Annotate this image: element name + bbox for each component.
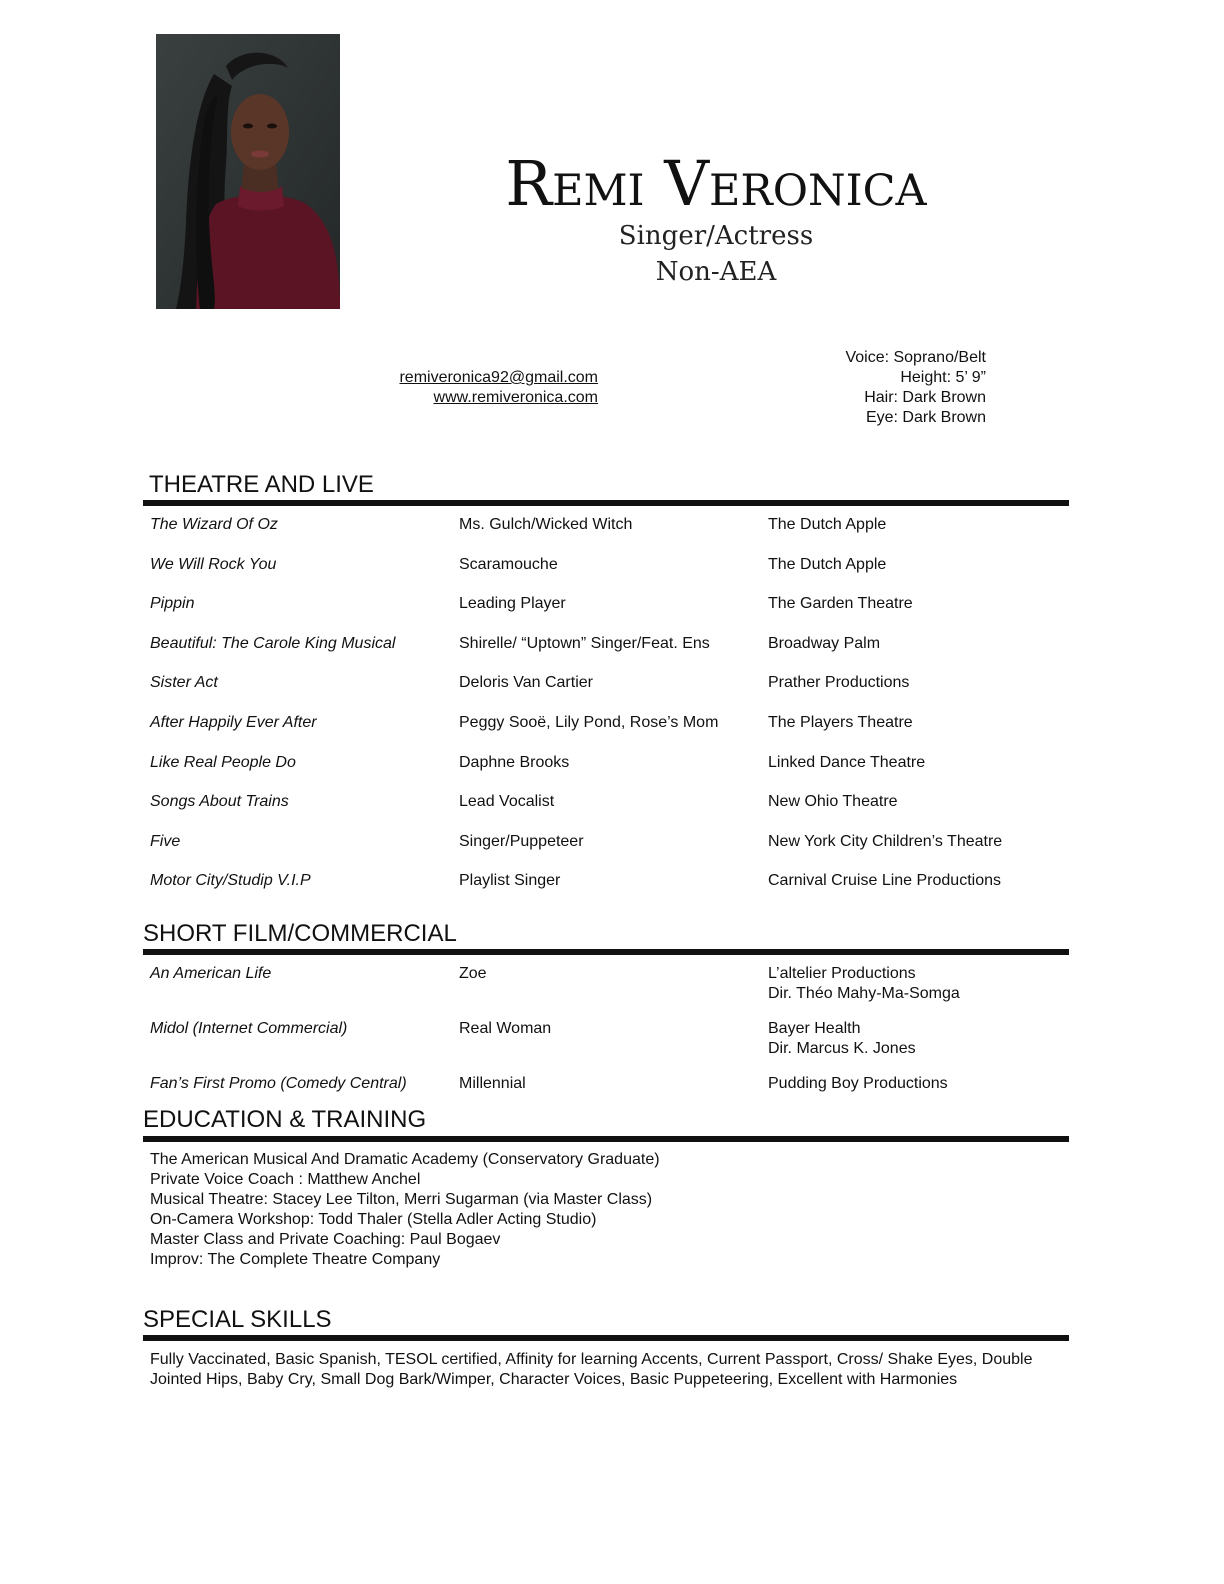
education-item: The American Musical And Dramatic Academy (Conservatory Graduate) — [150, 1151, 660, 1168]
venue-line: The Dutch Apple — [768, 556, 887, 573]
credit-role: Millennial — [459, 1075, 526, 1092]
section-divider — [143, 1136, 1069, 1142]
credit-show: After Happily Ever After — [150, 714, 317, 731]
union-status: Non-AEA — [655, 257, 777, 287]
venue-line: The Dutch Apple — [768, 516, 887, 533]
credit-role: Shirelle/ “Uptown” Singer/Feat. Ens — [459, 635, 710, 652]
headshot-photo — [156, 34, 340, 309]
credit-venue — [768, 871, 1058, 891]
contact-block — [300, 368, 598, 408]
physical-stats — [760, 348, 986, 428]
credit-venue — [768, 753, 1058, 773]
section-heading-education: EDUCATION & TRAINING — [143, 1106, 427, 1133]
credit-role: Playlist Singer — [459, 872, 561, 889]
email-link[interactable]: remiveronica92@gmail.com — [399, 369, 598, 386]
credit-show: Motor City/Studip V.I.P — [150, 872, 311, 889]
performer-title: Singer/Actress — [618, 221, 814, 251]
director-line: Dir. Théo Mahy-Ma-Somga — [768, 985, 960, 1002]
credit-venue — [768, 1019, 1058, 1059]
skills-text — [150, 1350, 1050, 1390]
performer-name: Remi Veronica — [505, 147, 927, 220]
venue-line: L’altelier Productions — [768, 965, 916, 982]
section-divider — [143, 500, 1069, 506]
credit-show: Midol (Internet Commercial) — [150, 1020, 348, 1037]
education-item: Improv: The Complete Theatre Company — [150, 1251, 441, 1268]
credit-venue — [768, 555, 1058, 575]
director-line: Dir. Marcus K. Jones — [768, 1040, 916, 1057]
credit-venue — [768, 832, 1058, 852]
education-item: Master Class and Private Coaching: Paul Bogaev — [150, 1231, 501, 1248]
venue-line: Linked Dance Theatre — [768, 754, 926, 771]
credit-role: Singer/Puppeteer — [459, 833, 584, 850]
skills-line: Fully Vaccinated, Basic Spanish, TESOL certified, Affinity for learning Accents, Current Passport, Cross/ Shake Eyes, Double — [150, 1351, 1033, 1368]
credit-show: Fan’s First Promo (Comedy Central) — [150, 1075, 407, 1092]
section-heading-theatre: THEATRE AND LIVE — [149, 471, 374, 498]
credit-venue — [768, 515, 1058, 535]
credit-show: Beautiful: The Carole King Musical — [150, 635, 396, 652]
credit-venue — [768, 594, 1058, 614]
credit-role: Zoe — [459, 965, 487, 982]
venue-line: Bayer Health — [768, 1020, 861, 1037]
credit-show: Sister Act — [150, 674, 218, 691]
credit-venue — [768, 634, 1058, 654]
section-heading-skills: SPECIAL SKILLS — [143, 1306, 332, 1333]
credit-role: Scaramouche — [459, 556, 558, 573]
credit-show: We Will Rock You — [150, 556, 277, 573]
venue-line: Broadway Palm — [768, 635, 881, 652]
credit-venue — [768, 713, 1058, 733]
credit-show: The Wizard Of Oz — [150, 516, 278, 533]
credit-show: An American Life — [150, 965, 272, 982]
credit-role: Lead Vocalist — [459, 793, 555, 810]
credit-role: Ms. Gulch/Wicked Witch — [459, 516, 633, 533]
education-item: Musical Theatre: Stacey Lee Tilton, Merri Sugarman (via Master Class) — [150, 1191, 653, 1208]
credit-venue — [768, 964, 1058, 1004]
venue-line: Pudding Boy Productions — [768, 1075, 948, 1092]
headshot-illustration — [156, 34, 340, 309]
website-link[interactable]: www.remiveronica.com — [433, 389, 598, 406]
credit-venue — [768, 1074, 1058, 1094]
venue-line: New Ohio Theatre — [768, 793, 898, 810]
credit-role: Real Woman — [459, 1020, 552, 1037]
credit-show: Pippin — [150, 595, 195, 612]
venue-line: Carnival Cruise Line Productions — [768, 872, 1001, 889]
section-heading-film: SHORT FILM/COMMERCIAL — [143, 920, 457, 947]
credit-role: Leading Player — [459, 595, 566, 612]
venue-line: The Players Theatre — [768, 714, 913, 731]
credit-role: Daphne Brooks — [459, 754, 570, 771]
education-item: On-Camera Workshop: Todd Thaler (Stella Adler Acting Studio) — [150, 1211, 597, 1228]
credit-venue — [768, 673, 1058, 693]
section-divider — [143, 949, 1069, 955]
venue-line: Prather Productions — [768, 674, 910, 691]
credit-show: Like Real People Do — [150, 754, 296, 771]
venue-line: The Garden Theatre — [768, 595, 913, 612]
eye-color: Eye: Dark Brown — [865, 409, 986, 426]
credit-role: Peggy Sooë, Lily Pond, Rose’s Mom — [459, 714, 719, 731]
credit-show: Songs About Trains — [150, 793, 289, 810]
credit-show: Five — [150, 833, 181, 850]
education-item: Private Voice Coach : Matthew Anchel — [150, 1171, 421, 1188]
section-divider — [143, 1335, 1069, 1341]
hair-color: Hair: Dark Brown — [864, 389, 986, 406]
height: Height: 5’ 9” — [900, 369, 986, 386]
credit-venue — [768, 792, 1058, 812]
skills-line: Jointed Hips, Baby Cry, Small Dog Bark/Wimper, Character Voices, Basic Puppeteering, Excellent with Harmonies — [150, 1371, 958, 1388]
credit-role: Deloris Van Cartier — [459, 674, 593, 691]
voice-type: Voice: Soprano/Belt — [845, 349, 986, 366]
education-list — [150, 1150, 1050, 1270]
venue-line: New York City Children’s Theatre — [768, 833, 1003, 850]
